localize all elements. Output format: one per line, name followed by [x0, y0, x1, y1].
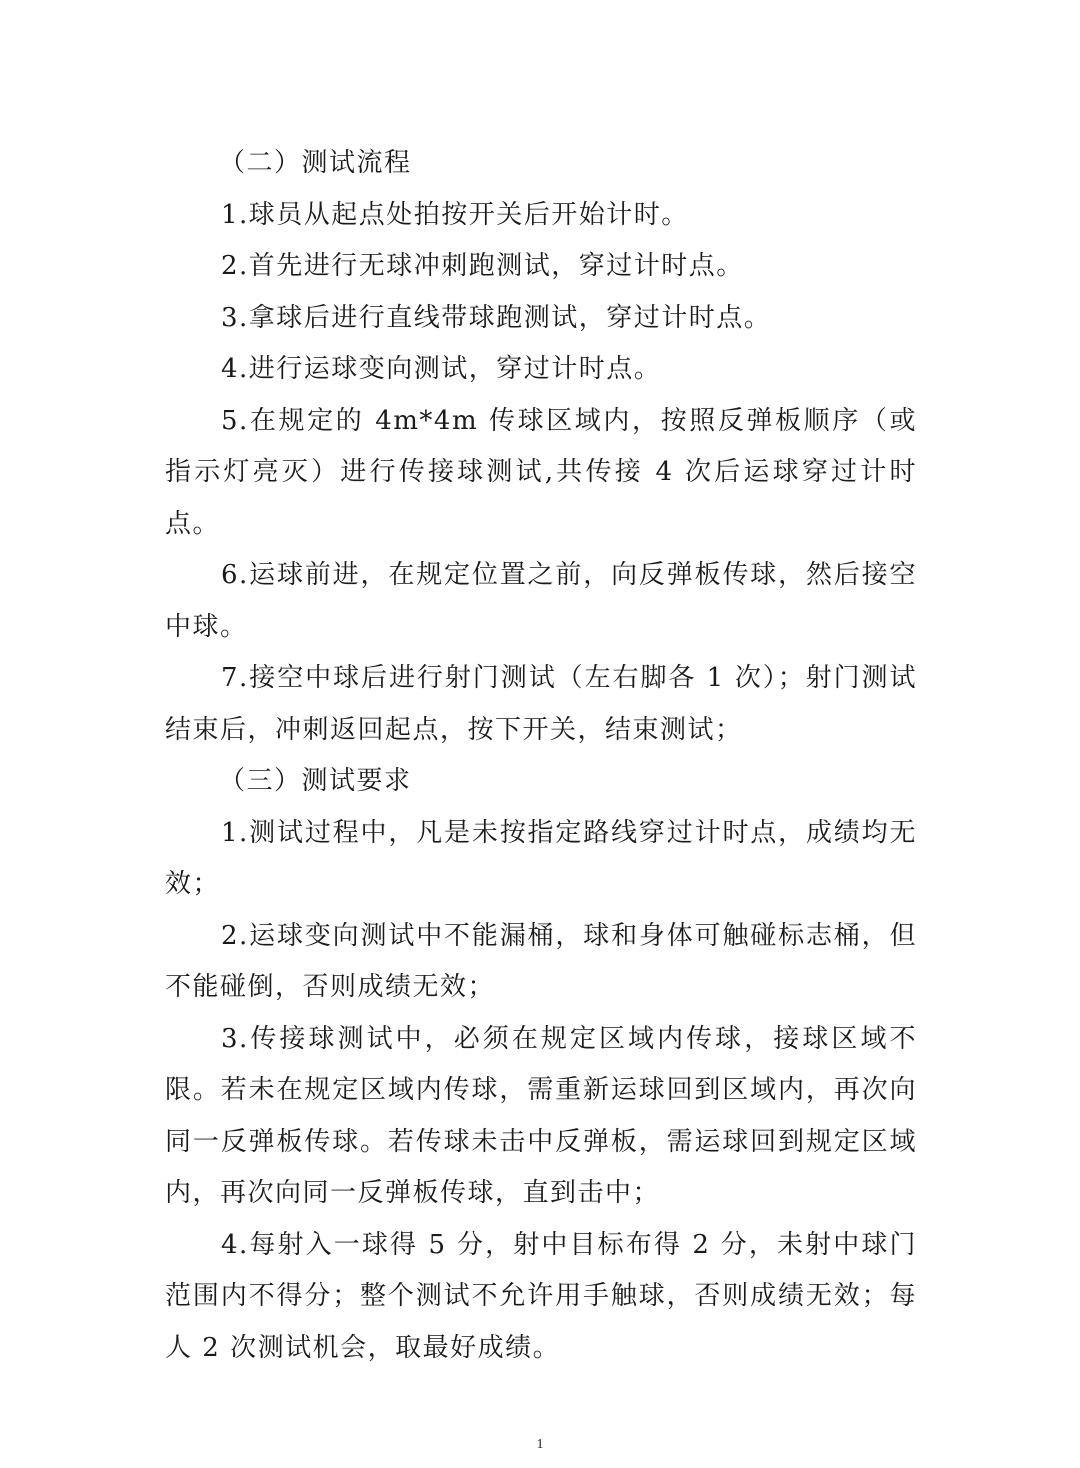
faint-watermark: [895, 1452, 1045, 1462]
paragraph: 7.接空中球后进行射门测试（左右脚各 1 次）；射门测试结束后，冲刺返回起点，按下开关，结束测试；: [165, 663, 917, 745]
paragraph: 1.测试过程中，凡是未按指定路线穿过计时点，成绩均无效；: [165, 817, 917, 899]
section-heading-test-process: （二）测试流程: [219, 148, 412, 178]
paragraph: 3.传接球测试中，必须在规定区域内传球，接球区域不限。若未在规定区域内传球，需重新运球回到区域内，再次向同一反弹板传球。若传球未击中反弹板，需运球回到规定区域内，再次向同一反弹板传球，直到击中；: [165, 1023, 917, 1208]
paragraph: 5.在规定的 4m*4m 传球区域内，按照反弹板顺序（或指示灯亮灭）进行传接球测试,共传接 4 次后运球穿过计时点。: [165, 405, 917, 539]
page-number: 1: [536, 1437, 544, 1452]
paragraph: 2.首先进行无球冲刺跑测试，穿过计时点。: [221, 251, 744, 281]
paragraph: 4.每射入一球得 5 分，射中目标布得 2 分，未射中球门范围内不得分；整个测试不允许用手触球，否则成绩无效；每人 2 次测试机会，取最好成绩。: [165, 1229, 917, 1363]
document-page: [165, 138, 917, 1374]
paragraph: 2.运球变向测试中不能漏桶，球和身体可触碰标志桶，但不能碰倒，否则成绩无效；: [165, 920, 917, 1002]
section-heading-test-requirements: （三）测试要求: [219, 766, 412, 796]
paragraph: 4.进行运球变向测试，穿过计时点。: [221, 354, 662, 384]
paragraph: 3.拿球后进行直线带球跑测试，穿过计时点。: [221, 302, 772, 333]
paragraph: 1.球员从起点处拍按开关后开始计时。: [221, 199, 689, 230]
paragraph: 6.运球前进，在规定位置之前，向反弹板传球，然后接空中球。: [165, 560, 917, 642]
